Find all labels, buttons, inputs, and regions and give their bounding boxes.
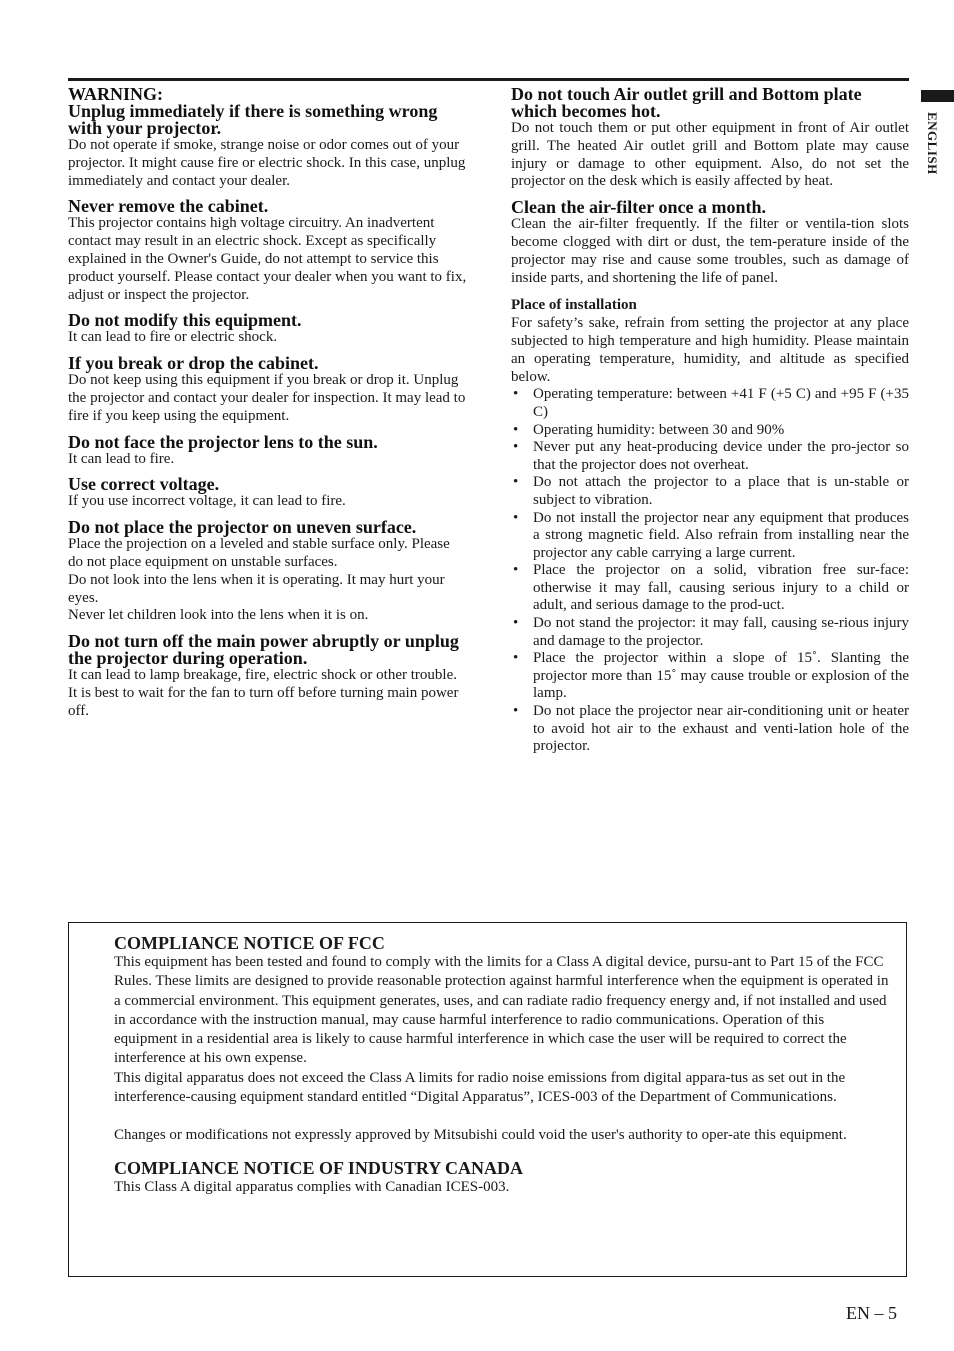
section-air-outlet — [511, 86, 909, 191]
section-uneven-surface — [68, 519, 468, 625]
section-heading: Clean the air-filter once a month. — [511, 197, 766, 218]
section-body: Place the projection on a leveled and stable surface only. Please do not place equipment on unstable surfaces. — [68, 536, 450, 570]
section-body: If you use incorrect voltage, it can lead to fire. — [68, 493, 346, 510]
installation-heading: Place of installation — [511, 297, 637, 314]
list-item: • Do not place the projector near air-conditioning unit or heater to avoid hot air to the exhaust and venti-lation hole of the projector. — [511, 703, 909, 756]
list-item: • Place the projector on a solid, vibration free sur-face: otherwise it may fall, causing serious injury to a child or adult, and serious damage to the prod-uct. — [511, 562, 909, 615]
installation-bullet-list — [511, 386, 909, 755]
section-body: Do not touch them or put other equipment in front of Air outlet grill. The heated Air outlet grill and Bottom plate may cause injury or damage to other equipment. Also, do not set the projector on the desk which is easily affected by heat. — [511, 120, 909, 190]
industry-canada-paragraph: This Class A digital apparatus complies with Canadian ICES-003. — [114, 1178, 510, 1195]
section-heading: Do not face the projector lens to the sun. — [68, 431, 378, 452]
language-tab-marker — [921, 90, 954, 102]
section-heading: Do not touch Air outlet grill and Bottom plate which becomes hot. — [511, 84, 862, 121]
section-break-or-drop — [68, 355, 468, 425]
page-number: EN – 5 — [846, 1303, 897, 1323]
industry-canada-heading: COMPLIANCE NOTICE OF INDUSTRY CANADA — [114, 1157, 524, 1178]
section-lens-sun — [68, 431, 468, 469]
section-main-power — [68, 633, 468, 720]
list-item: • Operating humidity: between 30 and 90% — [511, 422, 909, 440]
installation-intro: For safety’s sake, refrain from setting the projector at any place subjected to high temperature and high humidity. Please maintain an operating temperature, humidity, and altitude as specified below. — [511, 315, 909, 385]
compliance-notice-box — [68, 922, 907, 1277]
fcc-heading: COMPLIANCE NOTICE OF FCC — [114, 933, 385, 953]
list-item: • Do not install the projector near any equipment that produces a strong magnetic field. Also refrain from installing near the projector any cable carrying a large current. — [511, 510, 909, 563]
section-heading: Do not turn off the main power abruptly or unplug the projector during operation. — [68, 631, 459, 669]
list-item: • Operating temperature: between +41 F (+5 C) and +95 F (+35 C) — [511, 386, 909, 421]
fcc-paragraph: This digital apparatus does not exceed the Class A limits for radio noise emissions from digital appara-tus as set out in the interference-causing equipment standard entitled “Digital Apparatus”, ICES-003 of the Department of Communications. — [114, 1069, 846, 1106]
fcc-paragraph: This equipment has been tested and found to comply with the limits for a Class A digital device, pursu-ant to Part 15 of the FCC Rules. These limits are designed to provide reasonable protection against harmful interference when the equipment is operated in a commercial environment. This equipment generates, uses, and can radiate radio frequency energy and, if not installed and used in accordance with the instruction manual, may cause harmful interference to radio communications. Operation of this equipment in a residential area is likely to cause harmful interference in which case the user will be required to correct the interference at his own expense. — [114, 954, 889, 1067]
section-heading: Unplug immediately if there is something wrong with your projector. — [68, 101, 438, 138]
section-heading: Use correct voltage. — [68, 474, 220, 495]
warning-label: WARNING: — [68, 84, 164, 104]
section-heading: Never remove the cabinet. — [68, 196, 269, 217]
list-item: • Never put any heat-producing device under the pro-jector so that the projector does not overheat. — [511, 439, 909, 474]
section-heading: Do not modify this equipment. — [68, 310, 302, 331]
section-heading: If you break or drop the cabinet. — [68, 353, 319, 374]
section-place-of-installation — [511, 297, 909, 755]
right-column — [511, 86, 909, 756]
section-body: Do not operate if smoke, strange noise or odor comes out of your projector. It might cause fire or electric shock. In this case, unplug immediately and contact your dealer. — [68, 137, 466, 189]
fcc-paragraph: Changes or modifications not expressly approved by Mitsubishi could void the user's authority to oper-ate this equipment. — [114, 1127, 847, 1144]
top-rule — [68, 78, 909, 81]
section-heading: Do not place the projector on uneven surface. — [68, 517, 417, 538]
section-body: It can lead to lamp breakage, fire, electric shock or other trouble. It is best to wait for the fan to turn off before turning main power off. — [68, 667, 459, 719]
left-column — [68, 86, 468, 729]
section-body: Do not look into the lens when it is operating. It may hurt your eyes. — [68, 571, 445, 606]
section-unplug — [68, 86, 468, 190]
list-item: • Place the projector within a slope of 15˚. Slanting the projector more than 15˚ may cause trouble or explosion of the lamp. — [511, 650, 909, 703]
section-correct-voltage — [68, 476, 468, 511]
section-body: Clean the air-filter frequently. If the filter or ventila-tion slots become clogged with dirt or dust, the tem-perature inside of the projector may rise and cause some troubles, such as damage of inside parts, and shortening the life of panel. — [511, 216, 909, 286]
section-body: It can lead to fire. — [68, 450, 175, 467]
section-air-filter — [511, 199, 909, 287]
section-body: Never let children look into the lens when it is on. — [68, 607, 369, 624]
section-never-remove-cabinet — [68, 198, 468, 304]
list-item: • Do not attach the projector to a place that is un-stable or subject to vibration. — [511, 474, 909, 509]
language-tab: ENGLISH — [925, 112, 940, 175]
section-body: It can lead to fire or electric shock. — [68, 329, 278, 346]
section-body: This projector contains high voltage circuitry. An inadvertent contact may result in an electric shock. Except as specifically explained in the Owner's Guide, do not attempt to service this product yourself. Please contact your dealer when you want to fix, adjust or inspect the projector. — [68, 215, 467, 303]
section-do-not-modify — [68, 312, 468, 347]
section-body: Do not keep using this equipment if you break or drop it. Unplug the projector and contact your dealer for inspection. It may lead to fire if you keep using the equipment. — [68, 372, 466, 424]
list-item: • Do not stand the projector: it may fall, causing se-rious injury and damage to the projector. — [511, 615, 909, 650]
